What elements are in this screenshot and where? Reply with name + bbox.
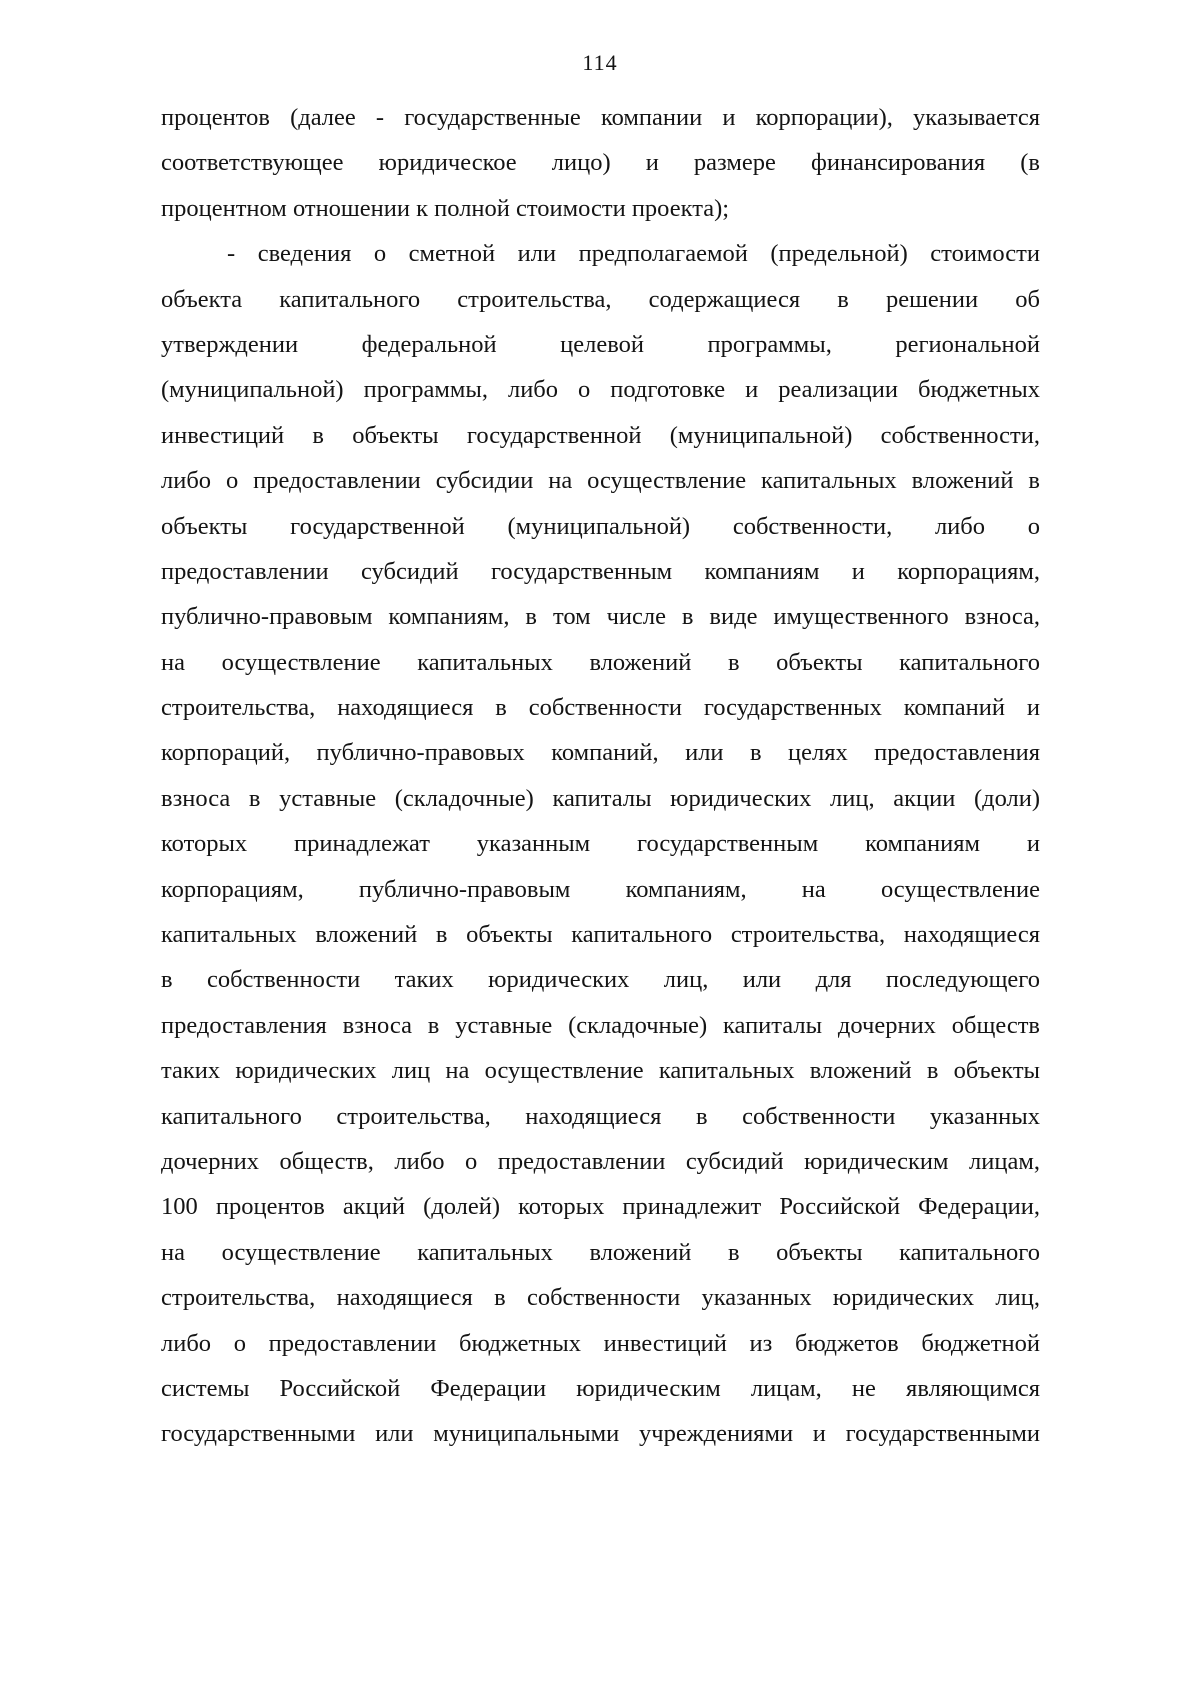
- text-line: утверждении федеральной целевой программы, региональной: [161, 330, 1040, 358]
- text-line: процентов (далее - государственные компании и корпорации), указывается: [161, 104, 1040, 131]
- text-line: (муниципальной) программы, либо о подготовке и реализации бюджетных: [161, 376, 1040, 404]
- text-line: публично-правовым компаниям, в том числе в виде имущественного взноса,: [161, 603, 1040, 631]
- text-line: в собственности таких юридических лиц, или для последующего: [161, 966, 1040, 994]
- text-line: на осуществление капитальных вложений в объекты капитального: [161, 1238, 1040, 1266]
- text-line: капитального строительства, находящиеся в собственности указанных: [161, 1102, 1040, 1130]
- text-line: таких юридических лиц на осуществление капитальных вложений в объекты: [161, 1057, 1040, 1085]
- text-line: либо о предоставлении субсидии на осуществление капитальных вложений в: [161, 467, 1040, 495]
- text-line: объекта капитального строительства, содержащиеся в решении об: [161, 285, 1040, 313]
- text-line: государственными или муниципальными учреждениями и государственными: [161, 1420, 1040, 1448]
- text-line: строительства, находящиеся в собственности указанных юридических лиц,: [161, 1284, 1040, 1312]
- text-line: объекты государственной (муниципальной) собственности, либо о: [161, 512, 1040, 540]
- text-line: 100 процентов акций (долей) которых принадлежит Российской Федерации,: [161, 1193, 1040, 1221]
- text-line: корпорациям, публично-правовым компаниям, на осуществление: [161, 875, 1040, 903]
- text-line: процентном отношении к полной стоимости проекта);: [161, 194, 730, 222]
- text-line: инвестиций в объекты государственной (муниципальной) собственности,: [161, 421, 1040, 449]
- text-line: - сведения о сметной или предполагаемой (предельной) стоимости: [227, 240, 1040, 268]
- text-line: системы Российской Федерации юридическим лицам, не являющимся: [161, 1374, 1040, 1402]
- text-line: капитальных вложений в объекты капитального строительства, находящиеся: [161, 921, 1040, 949]
- text-line: соответствующее юридическое лицо) и размере финансирования (в: [161, 149, 1040, 177]
- text-line: которых принадлежат указанным государственным компаниям и: [161, 830, 1040, 858]
- text-line: взноса в уставные (складочные) капиталы юридических лиц, акции (доли): [161, 784, 1040, 812]
- paragraph-1: [161, 95, 1040, 231]
- page-number: 114: [582, 50, 618, 75]
- text-line: предоставления взноса в уставные (складочные) капиталы дочерних обществ: [161, 1011, 1040, 1039]
- text-line: дочерних обществ, либо о предоставлении субсидий юридическим лицам,: [161, 1147, 1040, 1175]
- text-line: на осуществление капитальных вложений в объекты капитального: [161, 648, 1040, 676]
- text-line: строительства, находящиеся в собственности государственных компаний и: [161, 694, 1040, 722]
- text-line: корпораций, публично-правовых компаний, или в целях предоставления: [161, 739, 1040, 767]
- text-line: предоставлении субсидий государственным компаниям и корпорациям,: [161, 557, 1040, 585]
- document-body: [161, 95, 1040, 1457]
- paragraph-2: [161, 231, 1040, 1457]
- text-line: либо о предоставлении бюджетных инвестиций из бюджетов бюджетной: [161, 1329, 1040, 1357]
